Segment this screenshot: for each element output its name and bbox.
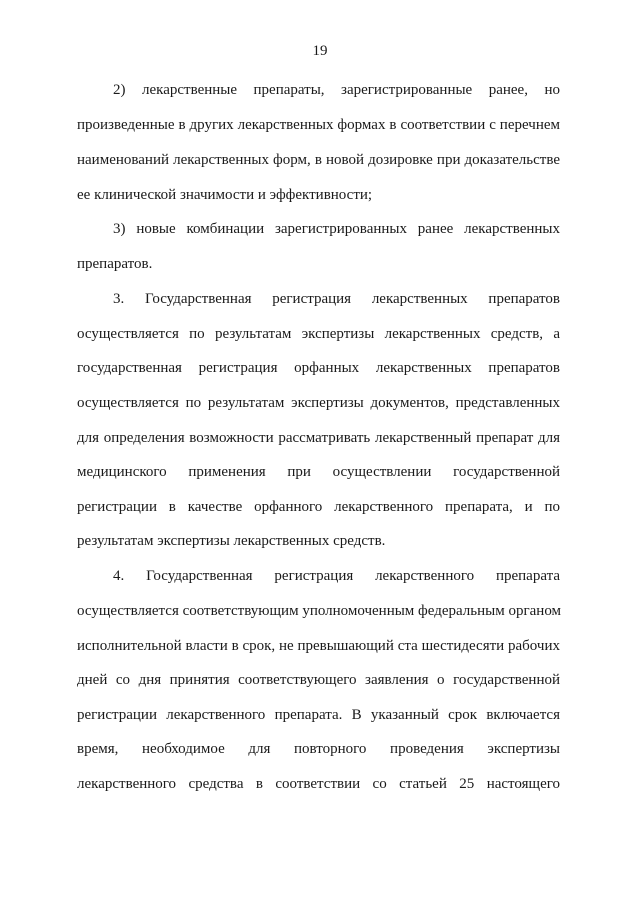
text-line: осуществляется по результатам экспертизы документов, представленных [77, 395, 560, 411]
text-line: произведенные в других лекарственных формах в соответствии с перечнем [77, 117, 560, 133]
text-line: осуществляется по результатам экспертизы лекарственных средств, а [77, 326, 560, 342]
text-line: регистрации лекарственного препарата. В указанный срок включается [77, 707, 560, 723]
text-line: осуществляется соответствующим уполномоченным федеральным органом [77, 603, 562, 619]
text-line: 2) лекарственные препараты, зарегистрированные ранее, но [113, 82, 560, 98]
text-line: ее клинической значимости и эффективности; [77, 187, 373, 203]
text-line: исполнительной власти в срок, не превышающий ста шестидесяти рабочих [77, 638, 560, 654]
text-line: регистрации в качестве орфанного лекарственного препарата, и по [77, 499, 560, 515]
text-line: наименований лекарственных форм, в новой дозировке при доказательстве [77, 152, 560, 168]
text-line: медицинского применения при осуществлении государственной [77, 464, 560, 480]
text-line: для определения возможности рассматривать лекарственный препарат для [77, 430, 560, 446]
text-line: время, необходимое для повторного проведения экспертизы [77, 741, 560, 757]
page-number: 19 [312, 43, 328, 59]
text-line: 3) новые комбинации зарегистрированных ранее лекарственных [113, 221, 560, 237]
text-line: 3. Государственная регистрация лекарственных препаратов [113, 291, 560, 307]
text-line: препаратов. [77, 256, 153, 272]
text-line: государственная регистрация орфанных лекарственных препаратов [77, 360, 560, 376]
text-line: лекарственного средства в соответствии со статьей 25 настоящего [77, 776, 560, 792]
text-line: 4. Государственная регистрация лекарственного препарата [113, 568, 560, 584]
text-line: результатам экспертизы лекарственных средств. [77, 533, 386, 549]
text-line: дней со дня принятия соответствующего заявления о государственной [77, 672, 560, 688]
